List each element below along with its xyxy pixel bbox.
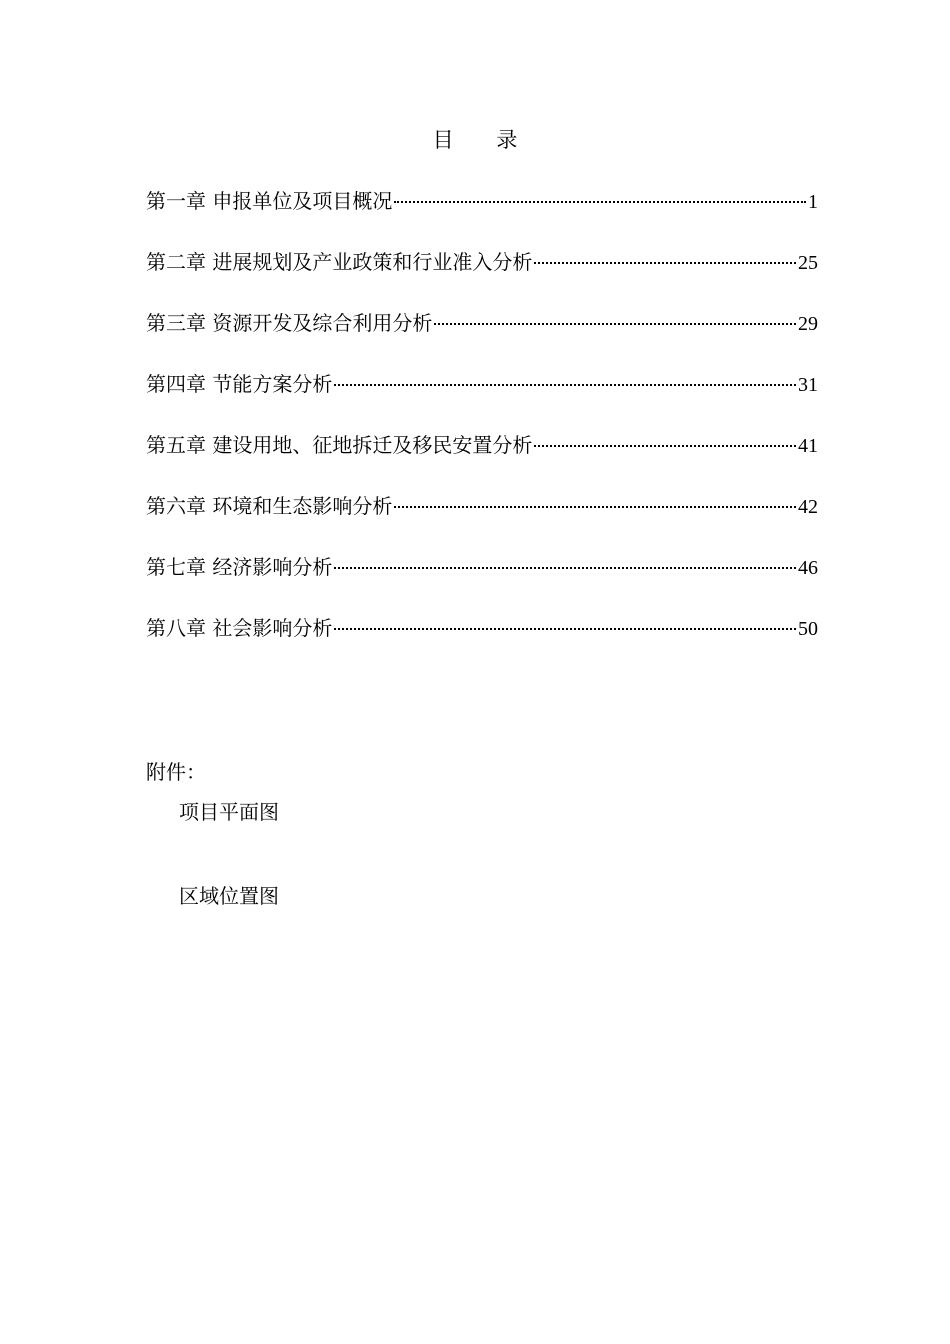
toc-entry-page-number: 50 [798, 618, 818, 640]
toc-dot-leader [334, 384, 796, 386]
toc-entry-3[interactable] [146, 305, 818, 366]
toc-dot-leader [534, 445, 796, 447]
toc-entry-label: 第二章 进展规划及产业政策和行业准入分析 [146, 250, 533, 274]
toc-dot-leader [534, 262, 796, 264]
toc-entry-1[interactable] [146, 183, 818, 244]
toc-entry-label: 第六章 环境和生态影响分析 [146, 494, 393, 518]
toc-entry-6[interactable] [146, 488, 818, 549]
toc-entry-8[interactable] [146, 610, 818, 671]
toc-list [146, 183, 818, 671]
toc-entry-page-number: 25 [798, 252, 818, 274]
appendix-item-location-map: 区域位置图 [179, 884, 279, 908]
toc-dot-leader [394, 506, 796, 508]
toc-entry-label: 第八章 社会影响分析 [146, 616, 333, 640]
toc-entry-page-number: 1 [808, 191, 818, 213]
toc-entry-page-number: 42 [798, 496, 818, 518]
toc-entry-label: 第四章 节能方案分析 [146, 372, 333, 396]
toc-dot-leader [434, 323, 796, 325]
toc-entry-page-number: 41 [798, 435, 818, 457]
toc-entry-label: 第五章 建设用地、征地拆迁及移民安置分析 [146, 433, 533, 457]
toc-entry-label: 第七章 经济影响分析 [146, 555, 333, 579]
appendix-list [179, 794, 279, 962]
toc-entry-4[interactable] [146, 366, 818, 427]
toc-dot-leader [334, 567, 796, 569]
toc-entry-7[interactable] [146, 549, 818, 610]
toc-entry-5[interactable] [146, 427, 818, 488]
appendix-heading: 附件： [146, 760, 206, 784]
appendix-item-site-plan: 项目平面图 [179, 800, 279, 824]
toc-entry-page-number: 46 [798, 557, 818, 579]
toc-dot-leader [334, 628, 796, 630]
toc-entry-label: 第一章 申报单位及项目概况 [146, 189, 393, 213]
toc-entry-page-number: 31 [798, 374, 818, 396]
toc-entry-label: 第三章 资源开发及综合利用分析 [146, 311, 433, 335]
toc-entry-page-number: 29 [798, 313, 818, 335]
toc-entry-2[interactable] [146, 244, 818, 305]
toc-title: 目 录 [432, 128, 536, 152]
toc-dot-leader [394, 201, 806, 203]
